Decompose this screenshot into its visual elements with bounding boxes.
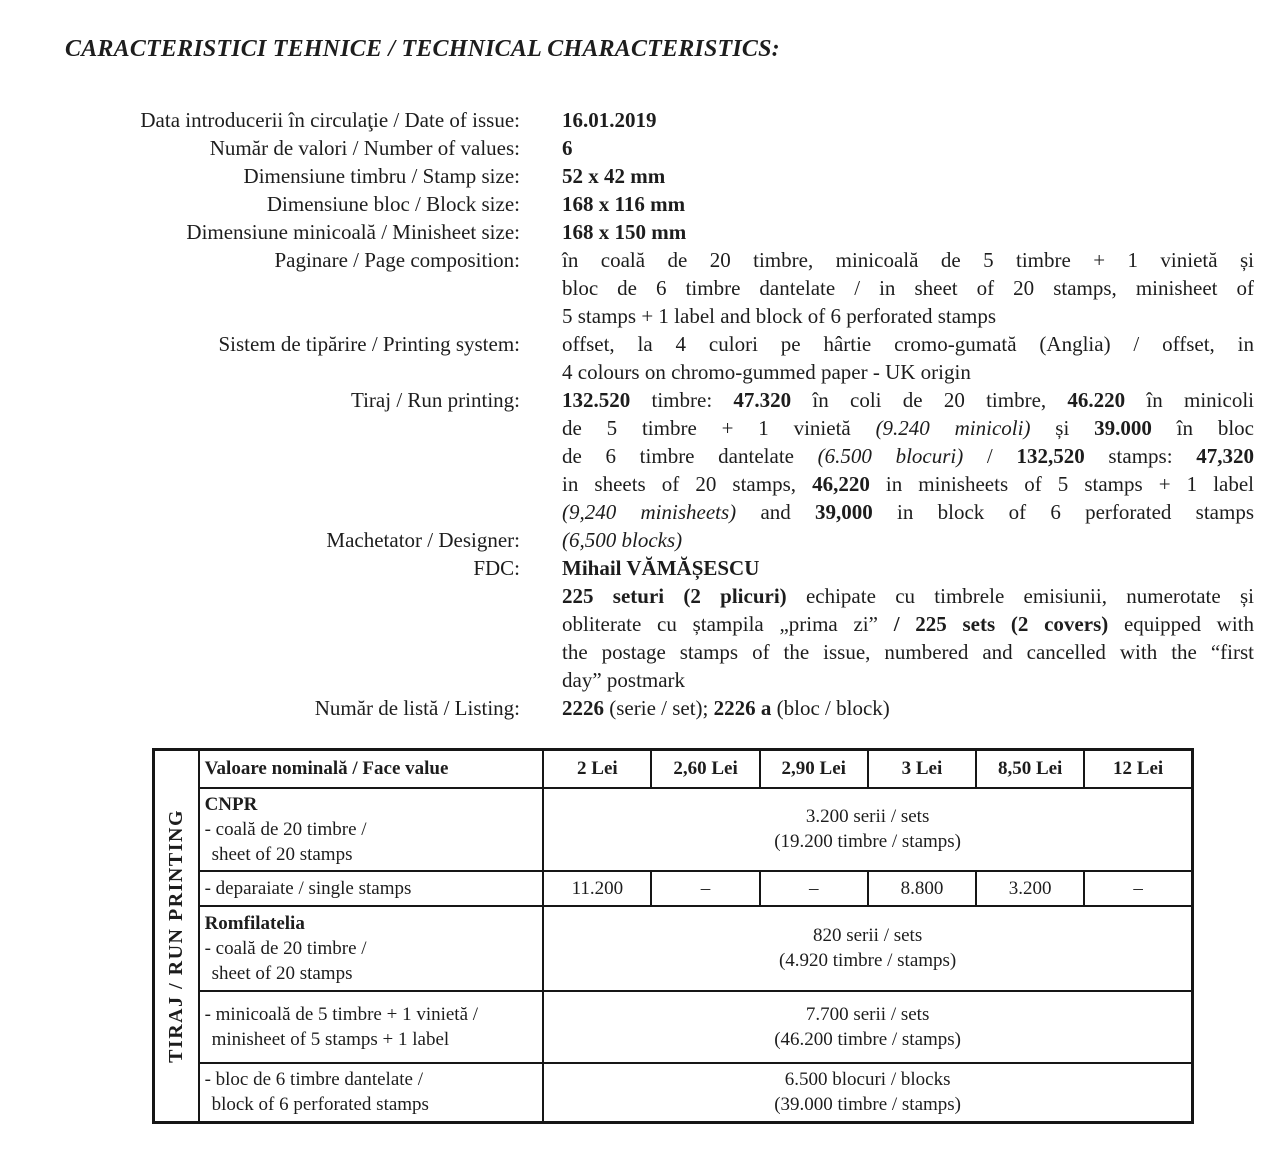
value-cell: – [1084, 871, 1192, 906]
merged-value-line: 820 serii / sets [812, 925, 923, 946]
field-row [70, 526, 1254, 554]
row-label-line: sheet of 20 stamps [211, 843, 353, 865]
fields-section [70, 106, 1254, 722]
text-segment: echipate cu timbrele emisiunii, numerotate și [786, 584, 1254, 608]
field-value-line [562, 470, 1254, 498]
field-label: Data introducerii în circulaţie / Date of issue: [140, 108, 520, 132]
text-segment: (serie / set); [604, 696, 714, 720]
merged-value-line: (4.920 timbre / stamps) [778, 950, 957, 971]
merged-value-line: 7.700 serii / sets [805, 1003, 930, 1025]
text-segment: timbre: [630, 388, 734, 412]
merged-value-cell [543, 991, 1192, 1063]
merged-value-line: (39.000 timbre / stamps) [774, 1094, 962, 1116]
table-header-row [154, 750, 1193, 788]
row-label [199, 1063, 544, 1123]
text-segment: în bloc [1151, 416, 1254, 440]
field-value [562, 190, 1254, 218]
value-cell: 3.200 [976, 871, 1084, 906]
table-row [154, 871, 1193, 906]
field-label: Dimensiune bloc / Block size: [266, 192, 520, 216]
text-segment: 2226 a [713, 696, 772, 720]
text-segment: în minicoli [1125, 388, 1255, 412]
table-row [154, 788, 1193, 871]
table-row [154, 906, 1193, 991]
column-header: 2,60 Lei [651, 750, 759, 788]
text-segment: (9.240 minicoli) [875, 416, 1031, 440]
field-row [70, 134, 1254, 162]
field-value-line [562, 386, 1254, 414]
field-value-line [562, 694, 1254, 722]
merged-value-line: 3.200 serii / sets [805, 806, 930, 827]
text-segment: în coală de 20 timbre, minicoală de 5 timbre + 1 vinietă și [562, 248, 1254, 272]
field-value [562, 554, 1254, 694]
field-value-line [562, 162, 1254, 190]
column-header: 2 Lei [543, 750, 651, 788]
merged-value-cell [543, 906, 1192, 991]
text-segment: Mihail VĂMĂȘESCU [562, 556, 760, 580]
field-value-line [562, 414, 1254, 442]
row-label-line: sheet of 20 stamps [211, 962, 353, 984]
field-label: Dimensiune timbru / Stamp size: [243, 164, 520, 188]
field-value-line [562, 526, 1254, 554]
text-segment: (9,240 minisheets) [562, 500, 737, 524]
field-label: Paginare / Page composition: [274, 248, 520, 272]
field-label: Machetator / Designer: [326, 528, 520, 552]
text-segment: in minisheets of 5 stamps + 1 label [869, 472, 1255, 496]
field-value [562, 694, 1254, 722]
field-value-line [562, 246, 1254, 274]
text-segment: (6.500 blocuri) [817, 444, 964, 468]
row-label-line: block of 6 perforated stamps [211, 1094, 429, 1116]
merged-value-cell [543, 1063, 1192, 1123]
text-segment: și [1030, 416, 1095, 440]
field-value [562, 330, 1254, 386]
field-row [70, 190, 1254, 218]
value-cell: – [760, 871, 868, 906]
column-header: 2,90 Lei [760, 750, 868, 788]
field-value-line [562, 442, 1254, 470]
text-segment: de 5 timbre + 1 vinietă [562, 416, 876, 440]
text-segment: stamps: [1084, 444, 1197, 468]
text-segment: 16.01.2019 [562, 108, 657, 132]
field-value-line [562, 582, 1254, 610]
field-value-line [562, 666, 1254, 694]
print-run-table [152, 748, 1194, 1124]
field-label: Număr de valori / Number of values: [209, 136, 520, 160]
column-header: 12 Lei [1084, 750, 1192, 788]
field-row [70, 386, 1254, 526]
row-label-line: Romfilatelia [204, 912, 305, 934]
field-label: Număr de listă / Listing: [314, 696, 520, 720]
text-segment: day” postmark [562, 668, 686, 692]
field-value [562, 106, 1254, 134]
print-run-table-body [154, 750, 1193, 1123]
row-label-line: - deparaiate / single stamps [204, 877, 412, 899]
column-header: 3 Lei [868, 750, 976, 788]
text-segment: (6,500 blocks) [562, 528, 683, 552]
field-label: Sistem de tipărire / Printing system: [218, 332, 520, 356]
field-label: Tiraj / Run printing: [351, 388, 520, 412]
field-row [70, 218, 1254, 246]
field-value [562, 526, 1254, 554]
text-segment: 2226 [562, 696, 604, 720]
text-segment: in sheets of 20 stamps, [562, 472, 813, 496]
merged-value-line: (46.200 timbre / stamps) [774, 1028, 962, 1050]
field-label: FDC: [473, 556, 520, 580]
text-segment: 46,220 [812, 472, 870, 496]
field-value-line [562, 190, 1254, 218]
row-label [199, 871, 544, 906]
value-cell: – [651, 871, 759, 906]
field-row [70, 330, 1254, 386]
row-label-line: minisheet of 5 stamps + 1 label [211, 1028, 450, 1050]
row-label-line: - bloc de 6 timbre dantelate / [204, 1069, 423, 1091]
field-value-line [562, 302, 1254, 330]
face-value-header: Valoare nominală / Face value [199, 750, 544, 788]
text-segment: / [963, 444, 1017, 468]
field-value-line [562, 134, 1254, 162]
value-cell: 11.200 [543, 871, 651, 906]
row-label-line: CNPR [204, 793, 258, 815]
field-value [562, 134, 1254, 162]
text-segment: 4 colours on chromo-gummed paper - UK origin [562, 360, 971, 384]
field-value-line [562, 498, 1254, 526]
row-label [199, 906, 544, 991]
text-segment: 52 x 42 mm [562, 164, 666, 188]
text-segment: 168 x 116 mm [562, 192, 686, 216]
text-segment: 39,000 [815, 500, 873, 524]
text-segment: 168 x 150 mm [562, 220, 687, 244]
text-segment: equipped with [1108, 612, 1255, 636]
merged-value-line: (19.200 timbre / stamps) [774, 831, 962, 852]
row-label-line: - minicoală de 5 timbre + 1 vinietă / [204, 1003, 479, 1025]
field-value-line [562, 218, 1254, 246]
text-segment: 132,520 [1016, 444, 1085, 468]
field-value-line [562, 274, 1254, 302]
row-label-line: - coală de 20 timbre / [204, 937, 367, 959]
text-segment: în coli de 20 timbre, [791, 388, 1068, 412]
field-value [562, 218, 1254, 246]
table-row [154, 1063, 1193, 1123]
field-row [70, 246, 1254, 330]
row-label-line: - coală de 20 timbre / [204, 818, 367, 840]
text-segment: in block of 6 perforated stamps [872, 500, 1254, 524]
row-label [199, 788, 544, 871]
merged-value-line: 6.500 blocuri / blocks [784, 1069, 951, 1091]
field-value [562, 386, 1254, 526]
text-segment: de 6 timbre dantelate [562, 444, 818, 468]
text-segment: obliterate cu ștampila „prima zi” [562, 612, 894, 636]
page-title: CARACTERISTICI TEHNICE / TECHNICAL CHARACTERISTICS: [65, 36, 780, 62]
column-header: 8,50 Lei [976, 750, 1084, 788]
vertical-label-cell [154, 750, 199, 1123]
text-segment: 47,320 [1196, 444, 1254, 468]
text-segment: / 225 sets (2 covers) [893, 612, 1109, 636]
value-cell: 8.800 [868, 871, 976, 906]
field-label: Dimensiune minicoală / Minisheet size: [186, 220, 520, 244]
field-value-line [562, 106, 1254, 134]
text-segment: (bloc / block) [771, 696, 890, 720]
field-value-line [562, 358, 1254, 386]
field-row [70, 162, 1254, 190]
vertical-table-label: TIRAJ / RUN PRINTING [164, 809, 187, 1063]
field-value [562, 162, 1254, 190]
text-segment: 46.220 [1067, 388, 1126, 412]
text-segment: 132.520 [562, 388, 631, 412]
table-row [154, 991, 1193, 1063]
text-segment: and [736, 500, 816, 524]
field-value [562, 246, 1254, 330]
field-value-line [562, 610, 1254, 638]
text-segment: 5 stamps + 1 label and block of 6 perforated stamps [562, 304, 997, 328]
text-segment: 47.320 [733, 388, 792, 412]
text-segment: 39.000 [1094, 416, 1152, 440]
field-value-line [562, 638, 1254, 666]
field-row [70, 554, 1254, 694]
merged-value-cell [543, 788, 1192, 871]
text-segment: 225 seturi (2 plicuri) [562, 584, 787, 608]
field-row [70, 106, 1254, 134]
text-segment: bloc de 6 timbre dantelate / in sheet of 20 stamps, minisheet of [562, 276, 1254, 300]
field-value-line [562, 330, 1254, 358]
row-label [199, 991, 544, 1063]
text-segment: offset, la 4 culori pe hârtie cromo-gumată (Anglia) / offset, in [562, 332, 1254, 356]
text-segment: the postage stamps of the issue, numbered and cancelled with the “first [562, 640, 1254, 664]
field-row [70, 694, 1254, 722]
field-value-line [562, 554, 1254, 582]
text-segment: 6 [562, 136, 573, 160]
